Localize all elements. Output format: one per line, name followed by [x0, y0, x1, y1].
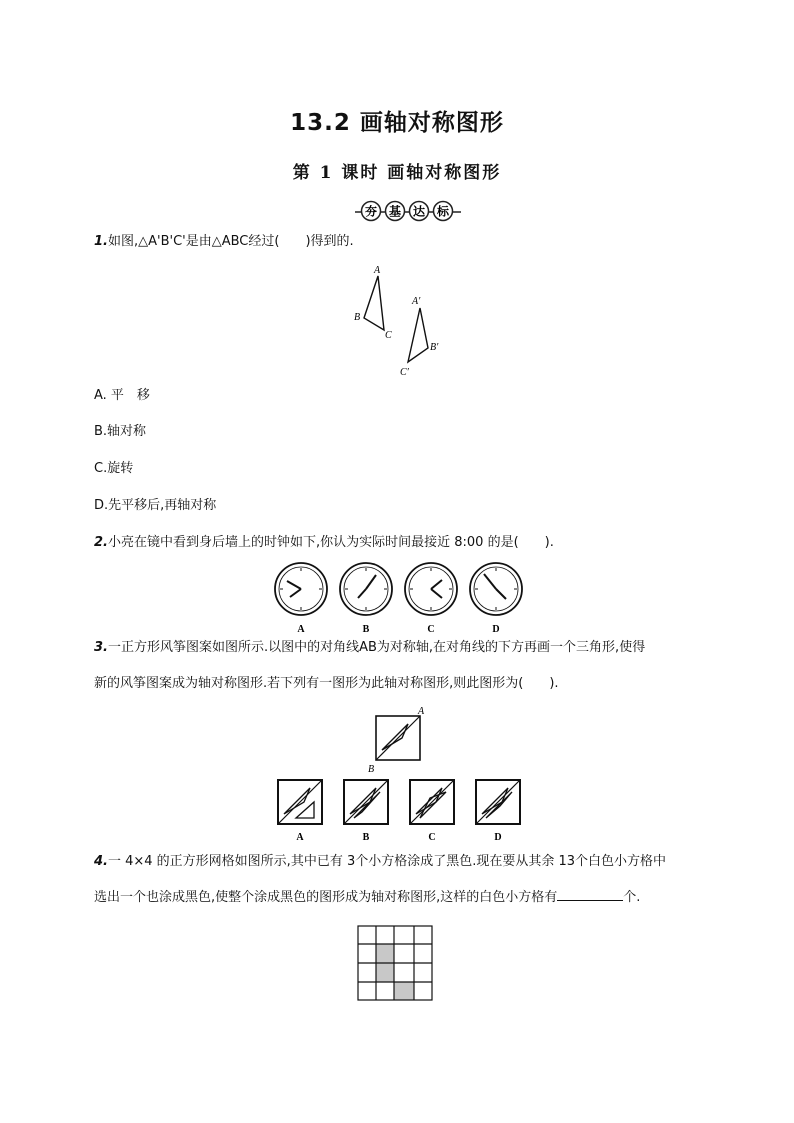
question-3-line-2: 新的风筝图案成为轴对称图形.若下列有一图形为此轴对称图形,则此图形为( ).: [94, 676, 559, 691]
question-3-text-1: 一正方形风筝图案如图所示.以图中的对角线AB为对称轴,在对角线的下方再画一个三角形,使得: [107, 640, 646, 655]
question-4-text-1: 一 4×4 的正方形网格如图所示,其中已有 3个小方格涂成了黑色.现在要从其余 13个白色小方格中: [107, 854, 667, 869]
question-1-number: 1.: [94, 234, 108, 249]
label-B-prime: B′: [430, 342, 439, 353]
kite-option-a[interactable]: [278, 780, 322, 824]
grid-figure: [356, 924, 434, 1002]
triangles-figure: [350, 262, 450, 380]
kite-label-d: D: [494, 832, 502, 843]
clock-label-c: C: [427, 624, 435, 635]
clock-d[interactable]: [470, 563, 522, 615]
clock-a[interactable]: [275, 563, 327, 615]
shaded-cell: [376, 963, 394, 982]
label-B: B: [354, 312, 361, 323]
clock-label-a: A: [297, 624, 305, 635]
triangle-abc-prime: [408, 308, 428, 362]
svg-text:基: 基: [388, 204, 402, 219]
kite-label-a: A: [296, 832, 304, 843]
clock-label-d: D: [492, 624, 500, 635]
kite-figure: [362, 704, 428, 776]
lesson-subtitle: 第 1 课时 画轴对称图形: [292, 163, 502, 183]
banner-char-2: [386, 202, 405, 221]
question-2: [94, 533, 554, 553]
section-banner: [355, 200, 461, 222]
svg-text:夯: 夯: [364, 204, 378, 219]
svg-text:标: 标: [436, 204, 450, 219]
q1-option-d[interactable]: D.先平移后,再轴对称: [94, 498, 217, 513]
answer-blank[interactable]: [557, 888, 623, 901]
clock-c[interactable]: [405, 563, 457, 615]
kite-option-d[interactable]: [476, 780, 520, 824]
question-3-number: 3.: [94, 640, 108, 655]
clock-label-b: B: [362, 624, 370, 635]
q1-option-c[interactable]: C.旋转: [94, 461, 134, 476]
shaded-cell: [394, 982, 414, 1000]
kite-label-b: B: [362, 832, 370, 843]
clock-b[interactable]: [340, 563, 392, 615]
question-2-text: 小亮在镜中看到身后墙上的时钟如下,你认为实际时间最接近 8:00 的是( ).: [107, 535, 554, 550]
shaded-cell: [376, 944, 394, 963]
question-1-text: 如图,△A'B'C'是由△ABC经过( )得到的.: [107, 234, 354, 249]
kite-option-b[interactable]: [344, 780, 388, 824]
banner-char-1: [362, 202, 381, 221]
question-4-text-3: 个.: [623, 890, 641, 905]
banner-char-3: [410, 202, 429, 221]
label-A-prime: A′: [412, 296, 421, 307]
question-3-line-1: [94, 638, 645, 658]
point-label-A: A: [418, 706, 425, 717]
label-C-prime: C′: [400, 367, 409, 378]
question-4-line-1: [94, 852, 666, 872]
q1-option-a[interactable]: A. 平 移: [94, 388, 150, 403]
kite-label-c: C: [428, 832, 436, 843]
clocks-figure: [270, 560, 530, 638]
question-4-line-2: [94, 888, 640, 908]
label-A: A: [374, 265, 381, 276]
q1-option-b[interactable]: B.轴对称: [94, 424, 147, 439]
question-2-number: 2.: [94, 535, 108, 550]
kite-option-c[interactable]: [410, 780, 454, 824]
triangle-abc: [364, 276, 384, 330]
banner-char-4: [434, 202, 453, 221]
question-1: [94, 232, 354, 252]
page-title: 13.2 画轴对称图形: [290, 110, 504, 136]
question-4-number: 4.: [94, 854, 108, 869]
label-C: C: [385, 330, 392, 341]
question-4-text-2: 选出一个也涂成黑色,使整个涂成黑色的图形成为轴对称图形,这样的白色小方格有: [94, 890, 558, 905]
svg-text:达: 达: [412, 204, 426, 219]
point-label-B: B: [368, 764, 375, 775]
kite-options-figure: [274, 778, 526, 846]
